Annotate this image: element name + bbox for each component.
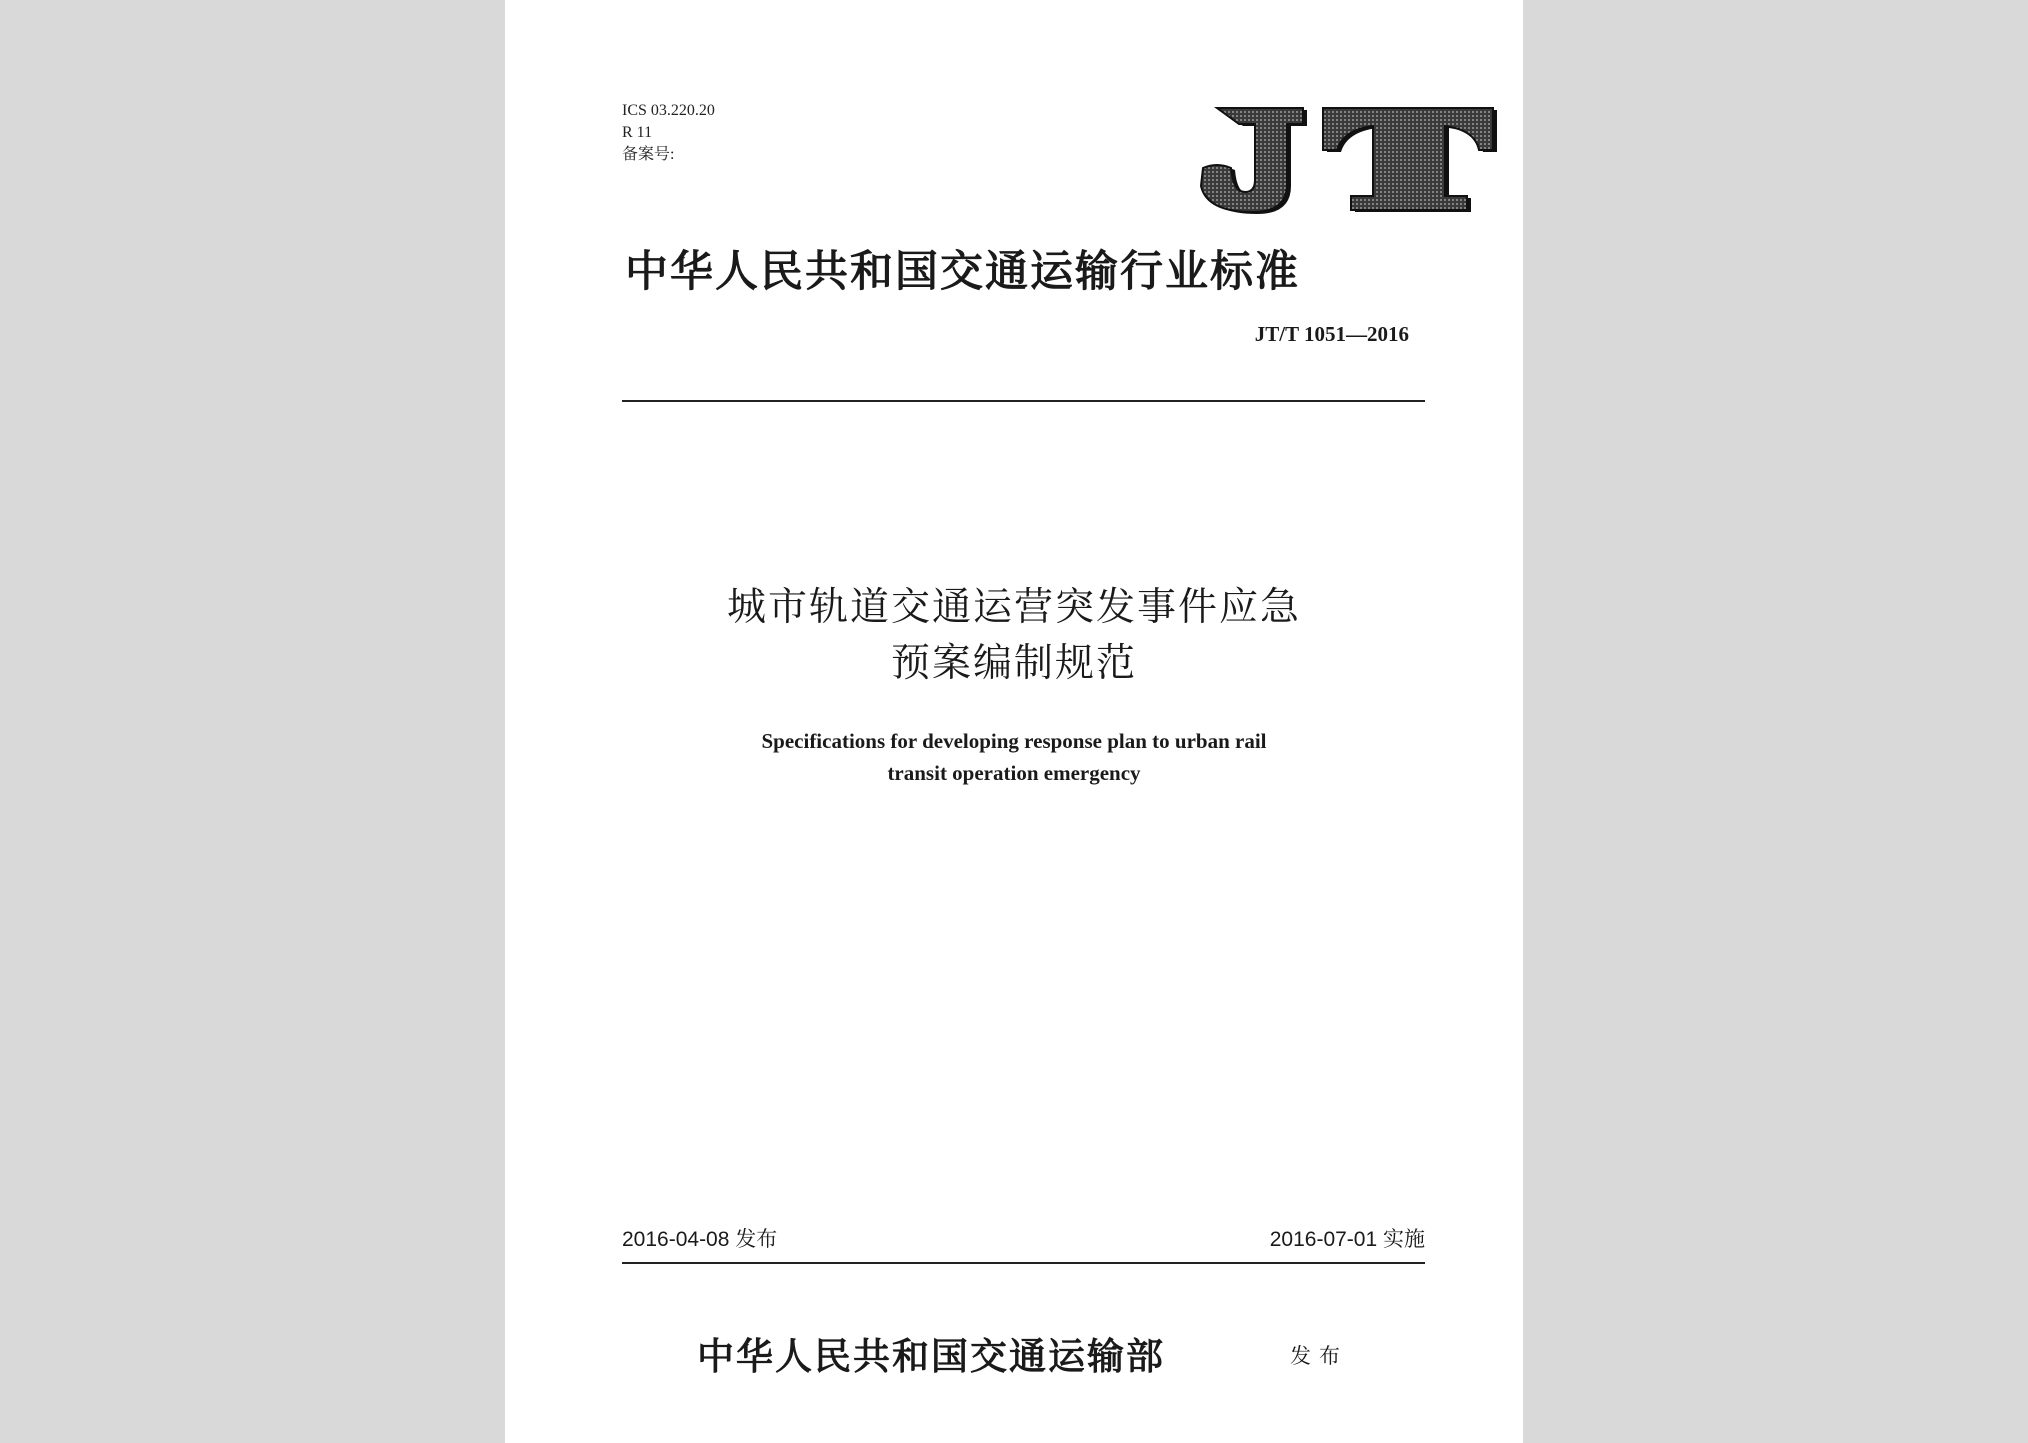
- issue-date: 2016-04-08 发布: [622, 1228, 778, 1251]
- chinese-title-line-1: 城市轨道交通运营突发事件应急: [726, 585, 1301, 630]
- footer-divider: [622, 1262, 1425, 1264]
- english-title: [505, 725, 1523, 789]
- publish-label: 发布: [1290, 1344, 1348, 1368]
- record-number-label: 备案号:: [622, 146, 675, 163]
- chinese-title-line-2: 预案编制规范: [890, 641, 1137, 686]
- jt-logo: [1183, 102, 1503, 214]
- header-divider: [622, 400, 1425, 402]
- publisher-name: 中华人民共和国交通运输部: [697, 1334, 1165, 1378]
- classification-block: [622, 100, 715, 166]
- chinese-title: [505, 580, 1523, 692]
- english-title-line-2: transit operation emergency: [887, 761, 1141, 785]
- implementation-date: 2016-07-01 实施: [1269, 1228, 1425, 1251]
- document-page: [505, 0, 1523, 1443]
- standard-number: JT/T 1051—2016: [1254, 322, 1409, 346]
- industry-standard-title: 中华人民共和国交通运输行业标准: [625, 247, 1300, 297]
- english-title-line-1: Specifications for developing response plan to urban rail: [761, 729, 1267, 753]
- ccs-code: R 11: [622, 124, 653, 141]
- ics-code: ICS 03.220.20: [622, 102, 715, 119]
